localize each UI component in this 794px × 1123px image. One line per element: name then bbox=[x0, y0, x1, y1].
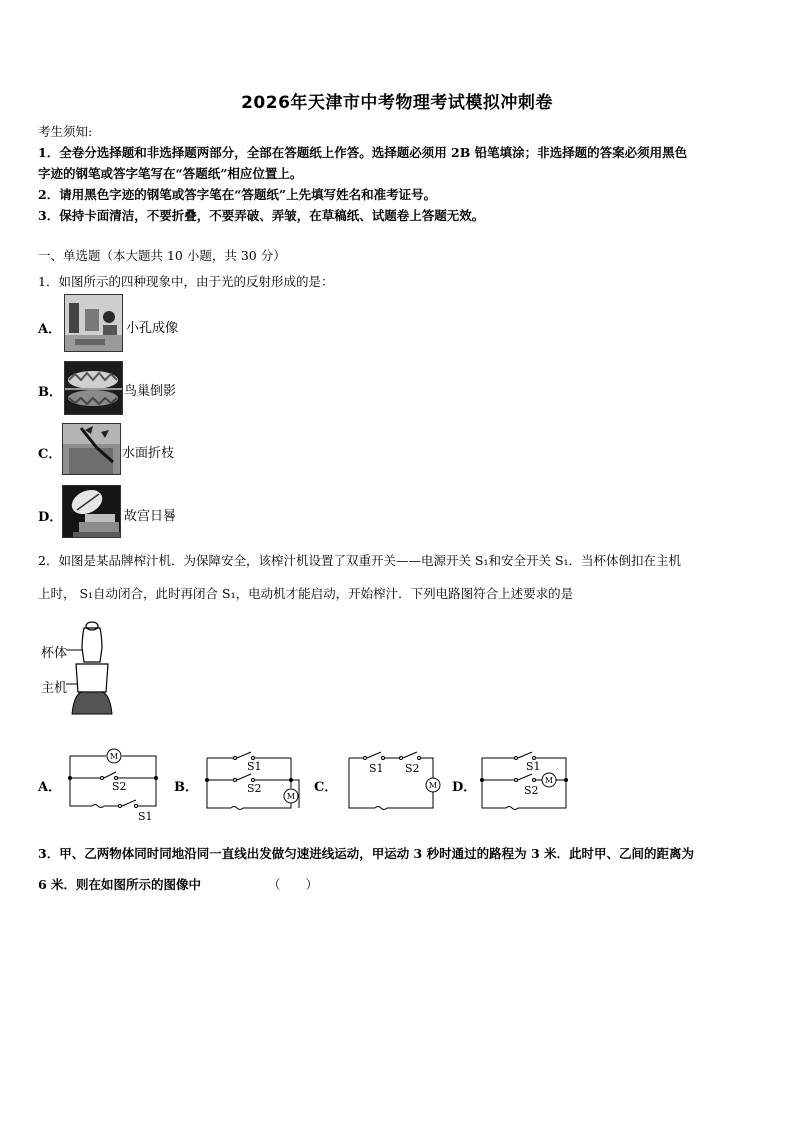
svg-text:S2: S2 bbox=[247, 782, 262, 795]
circuit-b bbox=[203, 746, 303, 826]
pinhole-image bbox=[64, 294, 123, 352]
circuit-b-label: B． bbox=[174, 780, 198, 795]
svg-text:S2: S2 bbox=[405, 762, 420, 775]
option-a-text: 小孔成像 bbox=[126, 321, 179, 336]
question-3-line-2: 6 米．则在如图所示的图像中 bbox=[38, 877, 202, 892]
circuit-c-label: C． bbox=[314, 780, 338, 795]
option-b-label: B． bbox=[38, 385, 62, 400]
circuit-d bbox=[478, 746, 578, 826]
circuit-a-label: A． bbox=[38, 780, 62, 795]
question-2-line-2: 上时， S₁自动闭合，此时再闭合 S₁，电动机才能启动，开始榨汁．下列电路图符合上述要求的是 bbox=[38, 586, 574, 601]
option-c-label: C． bbox=[38, 447, 62, 462]
option-b-text: 鸟巢倒影 bbox=[124, 384, 177, 399]
svg-text:S1: S1 bbox=[369, 762, 384, 775]
option-c-text: 水面折枝 bbox=[122, 446, 175, 461]
circuit-d-label: D． bbox=[452, 780, 477, 795]
notice-item-3: 3．保持卡面清洁，不要折叠，不要弄破、弄皱，在草稿纸、试题卷上答题无效。 bbox=[38, 208, 485, 223]
switch-s2-label: S2 bbox=[112, 780, 127, 793]
notice-heading: 考生须知: bbox=[38, 124, 93, 139]
svg-text:M: M bbox=[286, 792, 296, 801]
option-d-text: 故宫日晷 bbox=[124, 509, 177, 524]
answer-blank: （ ） bbox=[268, 877, 319, 892]
page-title: 2026年天津市中考物理考试模拟冲刺卷 bbox=[241, 93, 553, 113]
question-1-stem: 1．如图所示的四种现象中，由于光的反射形成的是： bbox=[38, 274, 334, 289]
notice-item-1-cont: 字迹的钢笔或答字笔写在“答题纸”相应位置上。 bbox=[38, 166, 303, 181]
birds-nest-reflection-image bbox=[64, 361, 123, 415]
notice-item-1: 1．全卷分选择题和非选择题两部分，全部在答题纸上作答。选择题必须用 2B 铅笔填涂；非选择题的答案必须用黑色 bbox=[38, 145, 688, 160]
svg-text:S2: S2 bbox=[524, 784, 539, 797]
base-label: 主机 bbox=[41, 681, 68, 696]
option-d-label: D． bbox=[38, 510, 63, 525]
svg-text:S1: S1 bbox=[247, 760, 262, 773]
circuit-c bbox=[345, 746, 445, 826]
sundial-image bbox=[62, 485, 121, 538]
motor-label: M bbox=[109, 752, 119, 761]
option-a-label: A． bbox=[38, 322, 62, 337]
notice-item-2: 2．请用黑色字迹的钢笔或答字笔在“答题纸”上先填写姓名和准考证号。 bbox=[38, 187, 437, 202]
bent-branch-image bbox=[62, 423, 121, 475]
svg-text:S1: S1 bbox=[526, 760, 541, 773]
switch-s1-label: S1 bbox=[138, 810, 153, 823]
question-3-line-1: 3．甲、乙两物体同时同地沿同一直线出发做匀速进线运动，甲运动 3 秒时通过的路程为 3 米．此时甲、乙间的距离为 bbox=[38, 846, 695, 861]
cup-label: 杯体 bbox=[41, 646, 68, 661]
svg-text:M: M bbox=[428, 781, 438, 790]
question-2-line-1: 2．如图是某品牌榨汁机．为保障安全，该榨汁机设置了双重开关——电源开关 S₁和安全开关 S₁．当杯体倒扣在主机 bbox=[38, 553, 682, 568]
section-heading: 一、单选题（本大题共 10 小题，共 30 分） bbox=[38, 248, 286, 263]
svg-text:M: M bbox=[544, 776, 554, 785]
juicer-figure bbox=[38, 618, 128, 722]
circuit-a bbox=[66, 744, 162, 824]
